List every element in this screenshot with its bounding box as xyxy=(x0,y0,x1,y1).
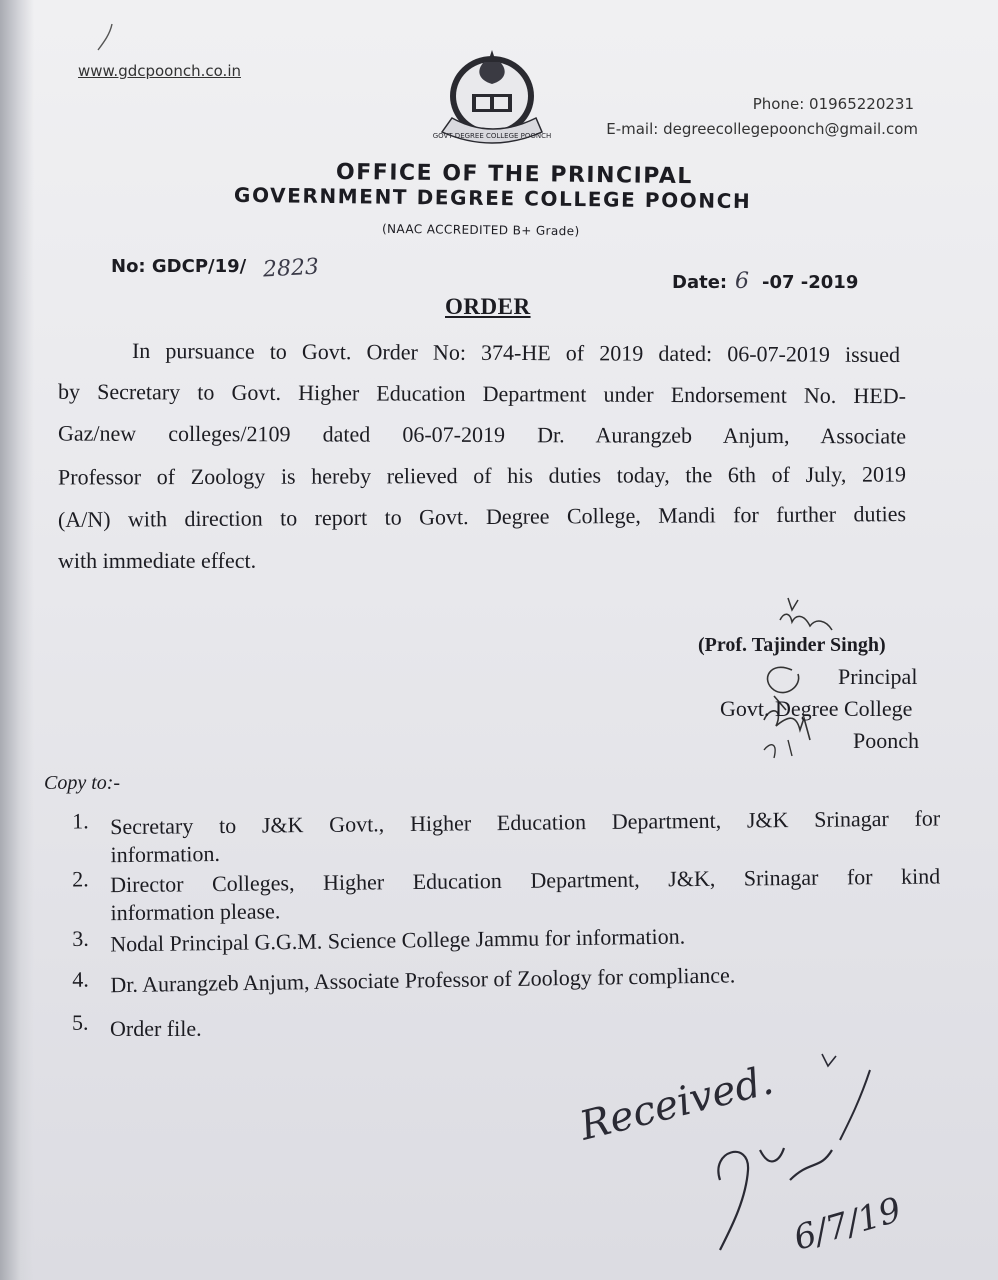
reference-number-label: No: GDCP/19/ xyxy=(111,256,247,277)
list-item xyxy=(72,799,941,868)
date-month-year: -07 -2019 xyxy=(762,272,859,293)
signatory-college: Govt. Degree College xyxy=(720,696,913,721)
list-item-number: 5. xyxy=(72,1010,89,1035)
order-title: ORDER xyxy=(445,294,531,319)
accreditation-line: (NAAC ACCREDITED B+ Grade) xyxy=(381,221,580,239)
list-item-number: 1. xyxy=(72,808,89,834)
date-day-handwritten: 6 xyxy=(735,269,749,294)
list-item-number: 2. xyxy=(72,866,89,892)
list-item-line: Director Colleges, Higher Education Department, J&K, Srinagar for kind xyxy=(110,863,941,898)
reference-number-handwritten: 2823 xyxy=(262,254,320,283)
order-body-line: with immediate effect. xyxy=(58,548,257,573)
list-item-text: Nodal Principal G.G.M. Science College Jammu for information. xyxy=(110,923,686,957)
corner-pen-mark xyxy=(90,20,130,60)
list-item-continuation: information please. xyxy=(110,898,281,926)
contact-email: E-mail: degreecollegepoonch@gmail.com xyxy=(606,120,918,138)
list-item-number: 4. xyxy=(72,966,89,992)
order-body-line: (A/N) with direction to report to Govt. Degree College, Mandi for further duties xyxy=(57,501,907,532)
handwritten-received-note xyxy=(570,1030,998,1280)
signatory-designation: Principal xyxy=(838,664,918,689)
office-heading: OFFICE OF THE PRINCIPAL xyxy=(335,159,694,190)
order-body-line: by Secretary to Govt. Higher Education Department under Endorsement No. HED- xyxy=(57,378,907,409)
signatory-name: (Prof. Tajinder Singh) xyxy=(698,634,886,656)
college-seal-logo xyxy=(432,40,560,160)
order-body-line: Professor of Zoology is hereby relieved of his duties today, the 6th of July, 2019 xyxy=(57,461,907,490)
list-item-text: Dr. Aurangzeb Anjum, Associate Professor of Zoology for compliance. xyxy=(110,962,736,998)
page-edge-shadow xyxy=(0,0,34,1280)
college-website: www.gdcpoonch.co.in xyxy=(78,62,241,80)
list-item-line: Secretary to J&K Govt., Higher Education Department, J&K Srinagar for xyxy=(110,805,941,840)
date-label: Date: xyxy=(672,272,728,293)
contact-phone: Phone: 01965220231 xyxy=(752,95,914,113)
list-item-number: 3. xyxy=(72,925,89,952)
signatory-place: Poonch xyxy=(853,728,919,753)
received-date: 6/7/19 xyxy=(789,1190,906,1259)
list-item-continuation: information. xyxy=(110,840,221,868)
order-body-line: Gaz/new colleges/2109 dated 06-07-2019 Dr. Aurangzeb Anjum, Associate xyxy=(57,420,907,449)
copy-to-label: Copy to:- xyxy=(44,772,121,794)
received-text: Received. xyxy=(575,1057,778,1150)
college-heading: GOVERNMENT DEGREE COLLEGE POONCH xyxy=(233,182,752,214)
list-item-text: Order file. xyxy=(110,1016,202,1041)
seal-text: GOVT DEGREE COLLEGE POONCH xyxy=(432,132,552,140)
order-body-line: In pursuance to Govt. Order No: 374-HE of 2019 dated: 06-07-2019 issued xyxy=(131,337,901,368)
